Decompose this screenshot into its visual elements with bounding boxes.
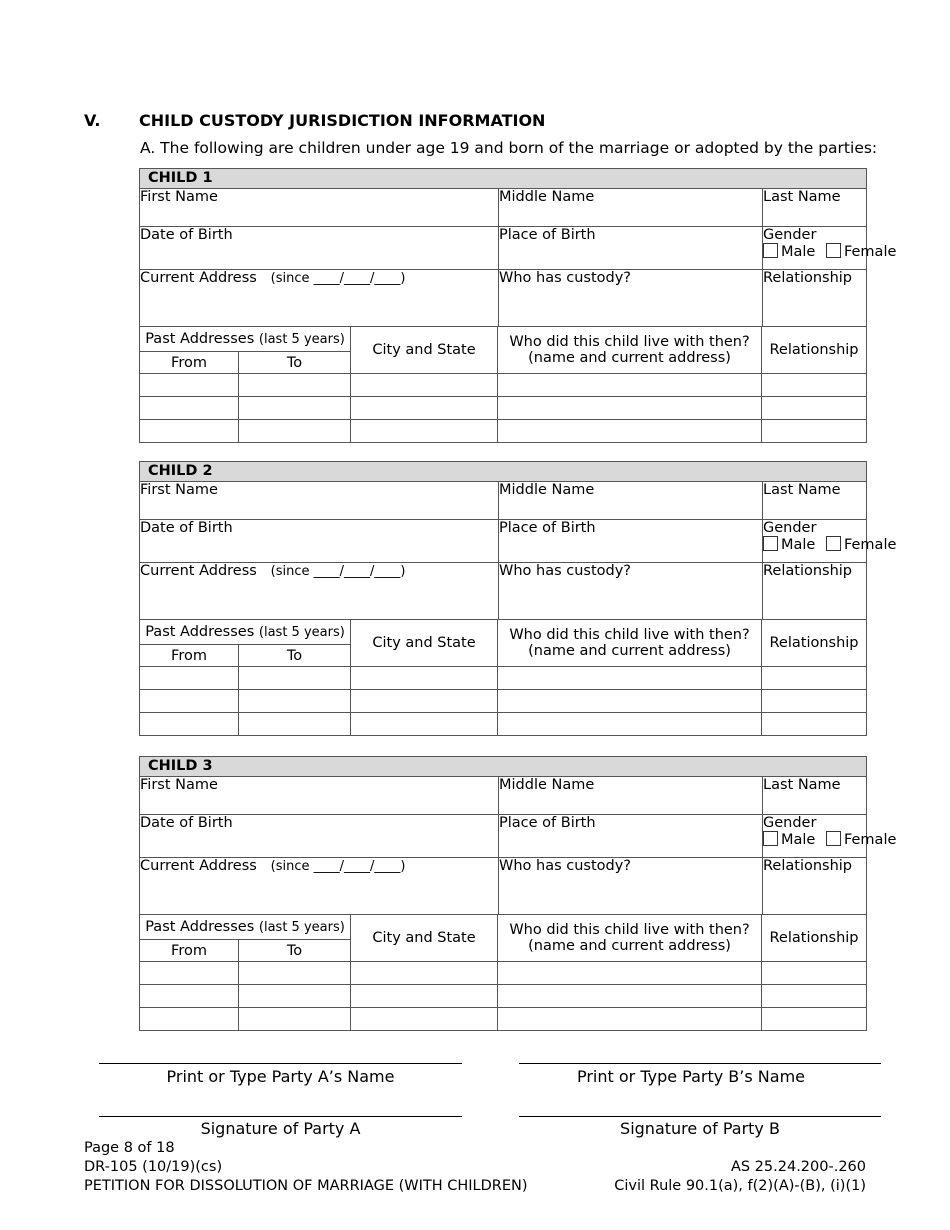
table-cell[interactable] bbox=[140, 1008, 239, 1031]
table-cell[interactable] bbox=[498, 985, 762, 1008]
from-header: From bbox=[140, 352, 239, 374]
male-label: Male bbox=[781, 537, 816, 553]
dob-label: Date of Birth bbox=[140, 815, 233, 831]
gender-label: Gender bbox=[763, 520, 817, 536]
table-cell[interactable] bbox=[762, 397, 867, 420]
male-checkbox[interactable] bbox=[763, 831, 778, 846]
party-a-signature-label: Signature of Party A bbox=[200, 1119, 361, 1138]
custody-field[interactable] bbox=[499, 270, 763, 327]
middle-name-field[interactable] bbox=[499, 189, 763, 227]
pob-field[interactable] bbox=[499, 520, 763, 563]
relationship-field[interactable] bbox=[763, 270, 867, 327]
table-cell[interactable] bbox=[498, 420, 762, 443]
relationship-label: Relationship bbox=[763, 270, 853, 286]
since-label: (since ____/____/____) bbox=[270, 859, 406, 874]
dob-label: Date of Birth bbox=[140, 227, 233, 243]
table-cell[interactable] bbox=[762, 690, 867, 713]
last-name-field[interactable] bbox=[763, 482, 867, 520]
relationship-field[interactable] bbox=[763, 858, 867, 915]
table-cell[interactable] bbox=[351, 667, 498, 690]
current-address-label: Current Address bbox=[140, 563, 257, 579]
last-name-field[interactable] bbox=[763, 777, 867, 815]
female-label: Female bbox=[843, 832, 897, 848]
child-2-section bbox=[139, 461, 897, 736]
last-name-label: Last Name bbox=[763, 482, 841, 498]
current-address-field[interactable] bbox=[140, 563, 499, 620]
party-b-name-label: Print or Type Party B’s Name bbox=[576, 1067, 805, 1086]
last-name-label: Last Name bbox=[763, 777, 841, 793]
table-cell[interactable] bbox=[239, 962, 351, 985]
child-table bbox=[139, 756, 897, 915]
first-name-label: First Name bbox=[140, 189, 218, 205]
past-addresses-table bbox=[139, 326, 867, 443]
section-number: V. bbox=[84, 111, 101, 130]
table-cell[interactable] bbox=[239, 667, 351, 690]
table-cell[interactable] bbox=[498, 397, 762, 420]
past-addresses-header: Past Addresses (last 5 years) bbox=[140, 915, 351, 940]
table-cell[interactable] bbox=[762, 374, 867, 397]
first-name-label: First Name bbox=[140, 482, 218, 498]
relationship-header: Relationship bbox=[762, 327, 867, 374]
dob-field[interactable] bbox=[140, 520, 499, 563]
past-addresses-header: Past Addresses (last 5 years) bbox=[140, 327, 351, 352]
table-cell[interactable] bbox=[762, 985, 867, 1008]
male-label: Male bbox=[781, 244, 816, 260]
city-state-header: City and State bbox=[351, 620, 498, 667]
table-cell[interactable] bbox=[498, 667, 762, 690]
middle-name-field[interactable] bbox=[499, 777, 763, 815]
first-name-field[interactable] bbox=[140, 777, 499, 815]
table-cell[interactable] bbox=[140, 690, 239, 713]
to-header: To bbox=[239, 645, 351, 667]
table-cell[interactable] bbox=[762, 1008, 867, 1031]
since-label: (since ____/____/____) bbox=[270, 564, 406, 579]
child-title: CHILD 3 bbox=[140, 757, 867, 777]
table-cell[interactable] bbox=[140, 985, 239, 1008]
party-b-signature-label: Signature of Party B bbox=[620, 1119, 780, 1138]
current-address-label: Current Address bbox=[140, 858, 257, 874]
dob-field[interactable] bbox=[140, 815, 499, 858]
gender-field bbox=[763, 815, 897, 858]
table-cell[interactable] bbox=[351, 985, 498, 1008]
table-cell[interactable] bbox=[498, 1008, 762, 1031]
current-address-field[interactable] bbox=[140, 270, 499, 327]
male-label: Male bbox=[781, 832, 816, 848]
custody-label: Who has custody? bbox=[499, 270, 632, 286]
lived-with-header: Who did this child live with then? (name and current address) bbox=[498, 327, 762, 374]
table-cell[interactable] bbox=[239, 1008, 351, 1031]
past-addresses-table bbox=[139, 914, 867, 1031]
past-addresses-table bbox=[139, 619, 867, 736]
custody-field[interactable] bbox=[499, 563, 763, 620]
from-header: From bbox=[140, 940, 239, 962]
table-cell[interactable] bbox=[762, 713, 867, 736]
relationship-label: Relationship bbox=[763, 858, 853, 874]
past-addresses-header: Past Addresses (last 5 years) bbox=[140, 620, 351, 645]
table-cell[interactable] bbox=[239, 374, 351, 397]
table-cell[interactable] bbox=[762, 962, 867, 985]
table-cell[interactable] bbox=[140, 420, 239, 443]
table-cell[interactable] bbox=[140, 374, 239, 397]
form-number: DR-105 (10/19)(cs) bbox=[84, 1159, 223, 1175]
table-cell[interactable] bbox=[239, 713, 351, 736]
table-cell[interactable] bbox=[498, 962, 762, 985]
city-state-header: City and State bbox=[351, 327, 498, 374]
rule-reference: Civil Rule 90.1(a), f(2)(A)-(B), (i)(1) bbox=[614, 1178, 866, 1194]
middle-name-label: Middle Name bbox=[499, 189, 595, 205]
table-cell[interactable] bbox=[239, 420, 351, 443]
female-checkbox[interactable] bbox=[826, 831, 841, 846]
relationship-field[interactable] bbox=[763, 563, 867, 620]
child-table bbox=[139, 461, 897, 620]
section-title: CHILD CUSTODY JURISDICTION INFORMATION bbox=[139, 111, 546, 130]
last-name-label: Last Name bbox=[763, 189, 841, 205]
table-cell[interactable] bbox=[239, 397, 351, 420]
table-cell[interactable] bbox=[351, 397, 498, 420]
custody-label: Who has custody? bbox=[499, 858, 632, 874]
lived-with-header: Who did this child live with then? (name and current address) bbox=[498, 915, 762, 962]
pob-field[interactable] bbox=[499, 815, 763, 858]
child-title: CHILD 2 bbox=[140, 462, 867, 482]
table-cell[interactable] bbox=[351, 420, 498, 443]
pob-label: Place of Birth bbox=[499, 227, 596, 243]
from-header: From bbox=[140, 645, 239, 667]
gender-label: Gender bbox=[763, 227, 817, 243]
table-cell[interactable] bbox=[762, 667, 867, 690]
child-table bbox=[139, 168, 897, 327]
middle-name-label: Middle Name bbox=[499, 482, 595, 498]
male-checkbox[interactable] bbox=[763, 536, 778, 551]
middle-name-label: Middle Name bbox=[499, 777, 595, 793]
table-cell[interactable] bbox=[498, 374, 762, 397]
table-cell[interactable] bbox=[140, 713, 239, 736]
table-cell[interactable] bbox=[351, 1008, 498, 1031]
table-cell[interactable] bbox=[239, 985, 351, 1008]
table-cell[interactable] bbox=[351, 690, 498, 713]
female-checkbox[interactable] bbox=[826, 243, 841, 258]
relationship-label: Relationship bbox=[763, 563, 853, 579]
dob-label: Date of Birth bbox=[140, 520, 233, 536]
current-address-label: Current Address bbox=[140, 270, 257, 286]
custody-label: Who has custody? bbox=[499, 563, 632, 579]
current-address-field[interactable] bbox=[140, 858, 499, 915]
relationship-header: Relationship bbox=[762, 915, 867, 962]
relationship-header: Relationship bbox=[762, 620, 867, 667]
first-name-field[interactable] bbox=[140, 482, 499, 520]
table-cell[interactable] bbox=[140, 962, 239, 985]
pob-field[interactable] bbox=[499, 227, 763, 270]
table-cell[interactable] bbox=[351, 962, 498, 985]
child-3-section bbox=[139, 756, 897, 1031]
table-cell[interactable] bbox=[351, 713, 498, 736]
dob-field[interactable] bbox=[140, 227, 499, 270]
city-state-header: City and State bbox=[351, 915, 498, 962]
party-a-name-label: Print or Type Party A’s Name bbox=[166, 1067, 395, 1086]
table-cell[interactable] bbox=[498, 690, 762, 713]
female-label: Female bbox=[843, 537, 897, 553]
to-header: To bbox=[239, 940, 351, 962]
party-b-name-line[interactable] bbox=[519, 1063, 881, 1064]
table-cell[interactable] bbox=[498, 713, 762, 736]
table-cell[interactable] bbox=[351, 374, 498, 397]
child-1-section bbox=[139, 168, 897, 443]
form-title: PETITION FOR DISSOLUTION OF MARRIAGE (WITH CHILDREN) bbox=[84, 1178, 528, 1194]
statute-reference: AS 25.24.200-.260 bbox=[730, 1159, 866, 1175]
since-label: (since ____/____/____) bbox=[270, 271, 406, 286]
last-name-field[interactable] bbox=[763, 189, 867, 227]
table-cell[interactable] bbox=[140, 397, 239, 420]
party-a-signature-line[interactable] bbox=[99, 1116, 462, 1117]
gender-field bbox=[763, 227, 897, 270]
party-a-name-line[interactable] bbox=[99, 1063, 462, 1064]
pob-label: Place of Birth bbox=[499, 520, 596, 536]
table-cell[interactable] bbox=[762, 420, 867, 443]
to-header: To bbox=[239, 352, 351, 374]
lived-with-header: Who did this child live with then? (name and current address) bbox=[498, 620, 762, 667]
middle-name-field[interactable] bbox=[499, 482, 763, 520]
gender-field bbox=[763, 520, 897, 563]
pob-label: Place of Birth bbox=[499, 815, 596, 831]
page-number: Page 8 of 18 bbox=[84, 1140, 175, 1156]
gender-label: Gender bbox=[763, 815, 817, 831]
female-checkbox[interactable] bbox=[826, 536, 841, 551]
female-label: Female bbox=[843, 244, 897, 260]
table-cell[interactable] bbox=[239, 690, 351, 713]
section-intro: A. The following are children under age 19 and born of the marriage or adopted by the parties: bbox=[140, 139, 878, 157]
first-name-label: First Name bbox=[140, 777, 218, 793]
male-checkbox[interactable] bbox=[763, 243, 778, 258]
party-b-signature-line[interactable] bbox=[519, 1116, 881, 1117]
child-title: CHILD 1 bbox=[140, 169, 867, 189]
table-cell[interactable] bbox=[140, 667, 239, 690]
first-name-field[interactable] bbox=[140, 189, 499, 227]
custody-field[interactable] bbox=[499, 858, 763, 915]
